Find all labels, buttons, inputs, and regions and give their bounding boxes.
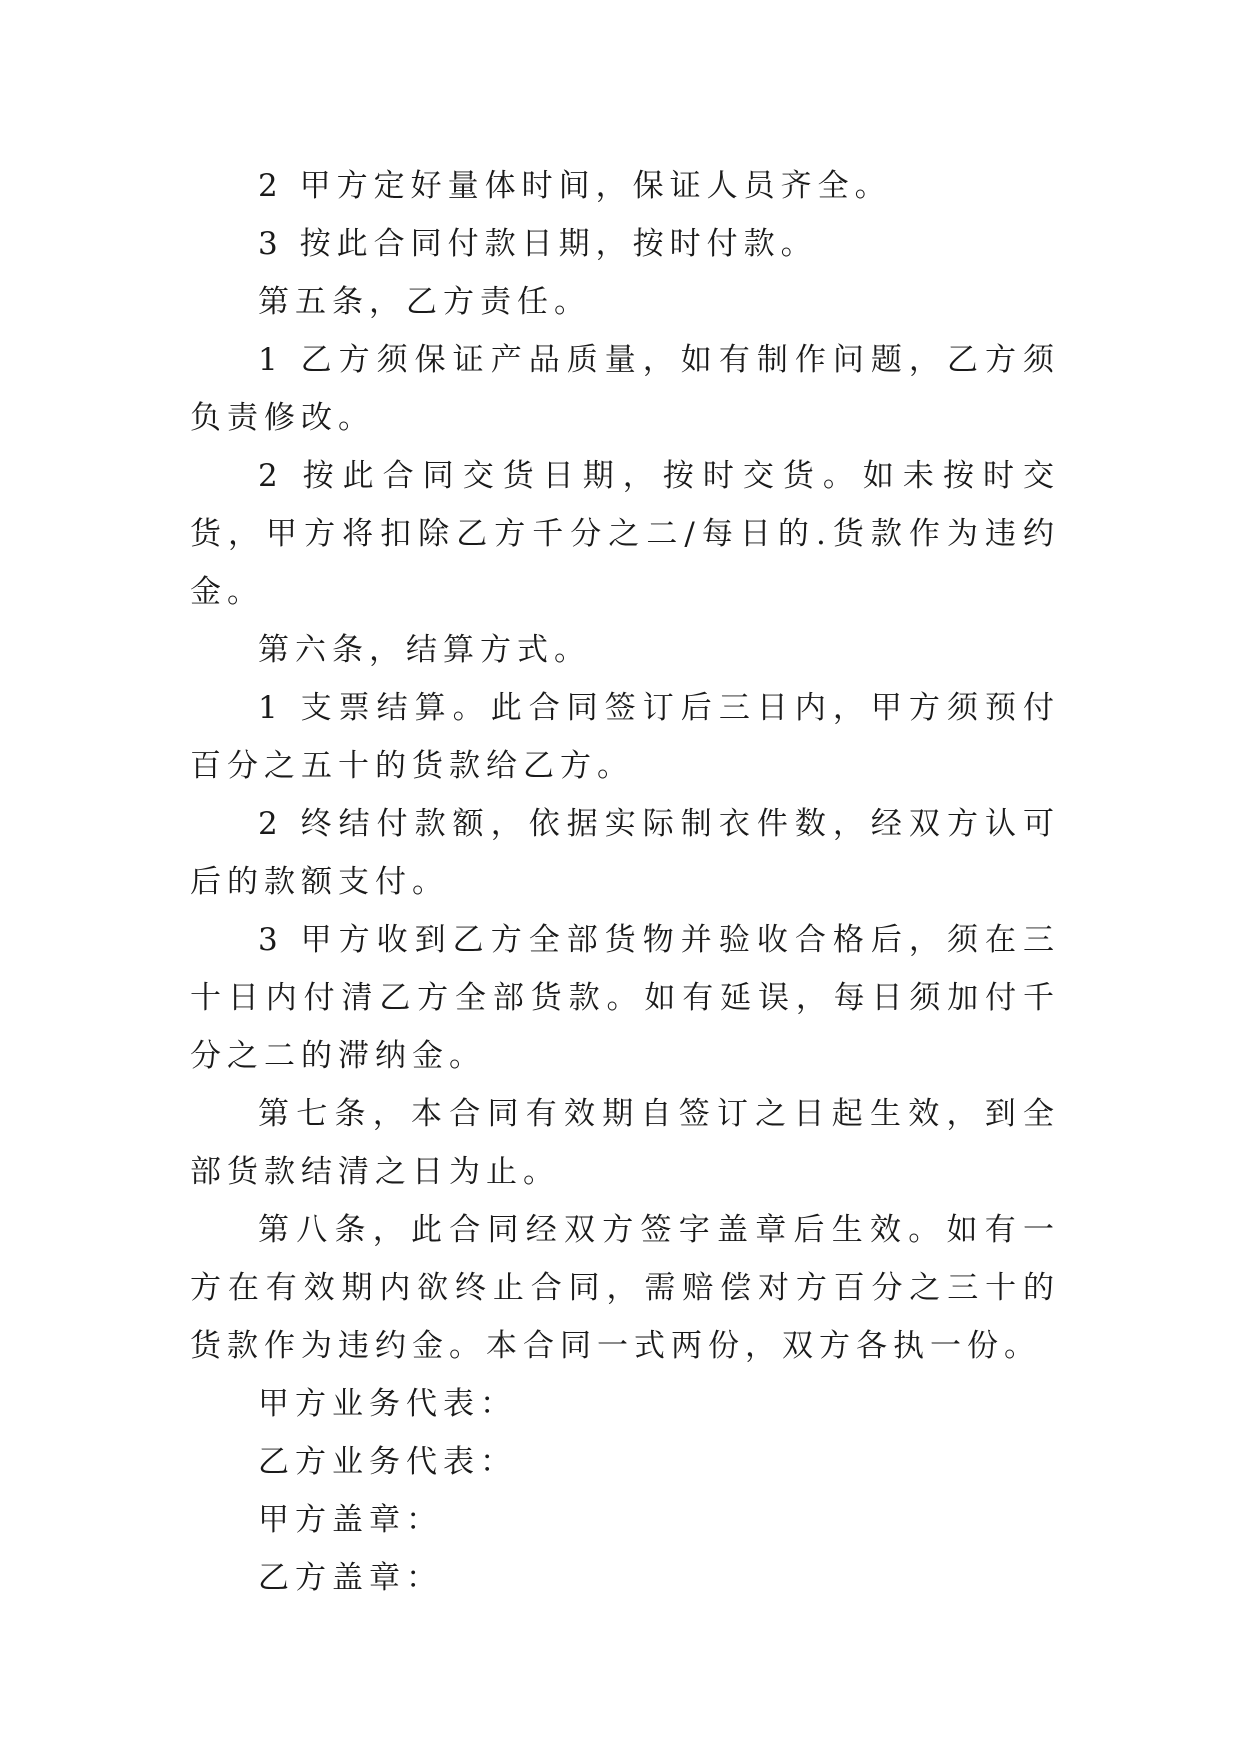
paragraph-party-b-quality: 1 乙方须保证产品质量，如有制作问题，乙方须负责修改。 [190,342,1060,436]
article-5-heading: 第五条，乙方责任。 [258,284,591,320]
paragraph-party-a-payment: 3 按此合同付款日期，按时付款。 [258,226,818,262]
document-body [190,157,1060,1607]
paragraph-final-payment: 2 终结付款额，依据实际制衣件数，经双方认可后的款额支付。 [190,806,1060,900]
paragraph-late-payment: 3 甲方收到乙方全部货物并验收合格后，须在三十日内付清乙方全部货款。如有延误，每日须加付千分之二的滞纳金。 [190,922,1060,1074]
seal-party-b: 乙方盖章： [258,1560,443,1596]
signature-party-a-representative: 甲方业务代表： [258,1386,517,1422]
article-8-effect: 第八条，此合同经双方签字盖章后生效。如有一方在有效期内欲终止合同，需赔偿对方百分之三十的货款作为违约金。本合同一式两份，双方各执一份。 [190,1212,1060,1364]
article-6-heading: 第六条，结算方式。 [258,632,591,668]
article-7-validity: 第七条，本合同有效期自签订之日起生效，到全部货款结清之日为止。 [190,1096,1060,1190]
seal-party-a: 甲方盖章： [258,1502,443,1538]
paragraph-check-settlement: 1 支票结算。此合同签订后三日内，甲方须预付百分之五十的货款给乙方。 [190,690,1060,784]
signature-party-b-representative: 乙方业务代表： [258,1444,517,1480]
paragraph-party-a-measure-time: 2 甲方定好量体时间，保证人员齐全。 [258,168,892,204]
paragraph-party-b-delivery: 2 按此合同交货日期，按时交货。如未按时交货，甲方将扣除乙方千分之二/每日的.货款作为违约金。 [190,458,1060,610]
